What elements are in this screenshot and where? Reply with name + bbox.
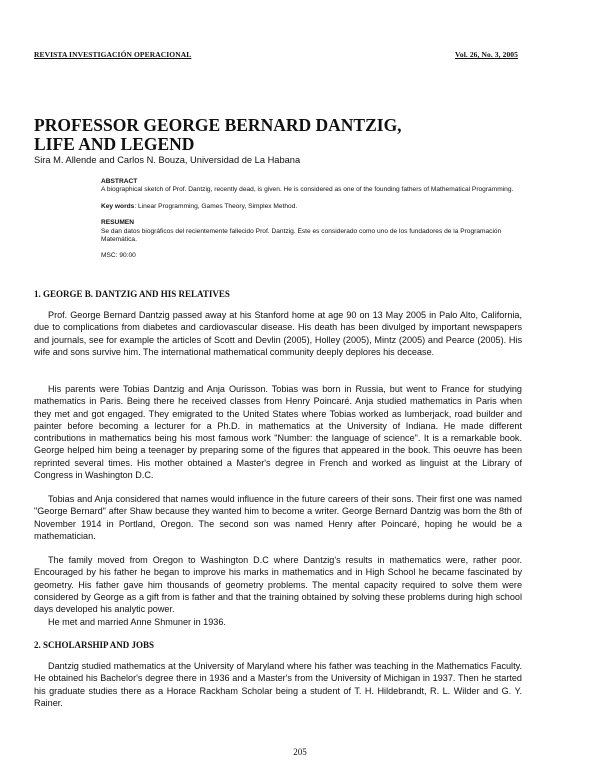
title-line-2: LIFE AND LEGEND	[34, 134, 195, 154]
page-number: 205	[293, 747, 307, 757]
volume-info: Vol. 26, No. 3, 2005	[455, 50, 518, 59]
paragraph: His parents were Tobias Dantzig and Anja Ourisson. Tobias was born in Russia, but went to France for studying mathematics in Paris. Being there he received classes from Henry Poincaré. Anja studied mathematics in Paris when they met and got engaged. They emigrated to the United States where Tobias worked as lumberjack, road builder and painter before becoming a lecturer for a Ph.D. in mathematics at the University of Indiana. He made different contributions in mathematics being his most famous work "Number: the language of science". It is a remarkable book. George helped him being a teenager by preparing some of the figures that appeared in the book. This oeuvre has been reprinted several times. His mother obtained a Master's degree in French and worked as linguist at the Library of Congress in Washington D.C.	[34, 384, 522, 481]
journal-name: REVISTA INVESTIGACIÓN OPERACIONAL	[34, 50, 192, 59]
resumen-text: Se dan datos biográficos del recientemente fallecido Prof. Dantzig. Este es considerado como uno de los fundadores de la Programación Matemática.	[101, 227, 502, 244]
keywords-text: : Linear Programming, Games Theory, Simplex Method.	[134, 202, 298, 210]
keywords	[101, 203, 521, 211]
paragraph: Dantzig studied mathematics at the University of Maryland where his father was teaching in the Mathematics Faculty. He obtained his Bachelor's degree there in 1936 and a Master's from the University of Michigan in 1937. Then he started his graduate studies there as a Horace Rackham Scholar being a student of T. H. Hildebrandt, R. L. Wilder and G. Y. Rainer.	[34, 661, 522, 708]
paragraph: Tobias and Anja considered that names would influence in the future careers of their sons. Their first one was named "George Bernard" after Shaw because they wanted him to become a writer. George Bernard Dantzig was born the 8th of November 1914 in Portland, Oregon. The second son was named Henry after Poincaré, hoping he would be a mathematician.	[34, 494, 522, 541]
section-heading-2: 2. SCHOLARSHIP AND JOBS	[34, 640, 155, 650]
running-header	[34, 50, 518, 59]
abstract-heading: ABSTRACT	[101, 178, 138, 185]
abstract-block	[101, 178, 521, 261]
authors: Sira M. Allende and Carlos N. Bouza, Universidad de La Habana	[34, 155, 301, 165]
abstract-text: A biographical sketch of Prof. Dantzig, recently dead, is given. He is considered as one of the founding fathers of Mathematical Programming.	[101, 186, 514, 194]
paragraph: Prof. George Bernard Dantzig passed away at his Stanford home at age 90 on 13 May 2005 in Palo Alto, California, due to complications from diabetes and cardiovascular disease. His death has been divulged by important newspapers and journals, see for example the articles of Scott and Devlin (2005), Holley (2005), Mintz (2005) and Pearce (2005). His wife and sons survive him. The international mathematical community deeply deplores his decease.	[34, 310, 522, 357]
msc-code: MSC: 90:00	[101, 252, 136, 260]
paper-title	[34, 116, 534, 154]
title-line-1: PROFESSOR GEORGE BERNARD DANTZIG,	[34, 115, 402, 135]
keywords-label: Key words	[101, 202, 135, 210]
paragraph: He met and married Anne Shmuner in 1936.	[48, 617, 226, 627]
section-heading-1: 1. GEORGE B. DANTZIG AND HIS RELATIVES	[34, 289, 230, 299]
paragraph: The family moved from Oregon to Washington D.C where Dantzig's results in mathematics were, rather poor. Encouraged by his father he began to improve his marks in mathematics and in High School he became fascinated by geometry. His father gave him thousands of geometry problems. The mental capacity required to solve them were considered by George as a gift from is father and that the training obtained by solving these problems during high school days developed his analytic power.	[34, 555, 522, 615]
resumen-heading: RESUMEN	[101, 219, 134, 227]
